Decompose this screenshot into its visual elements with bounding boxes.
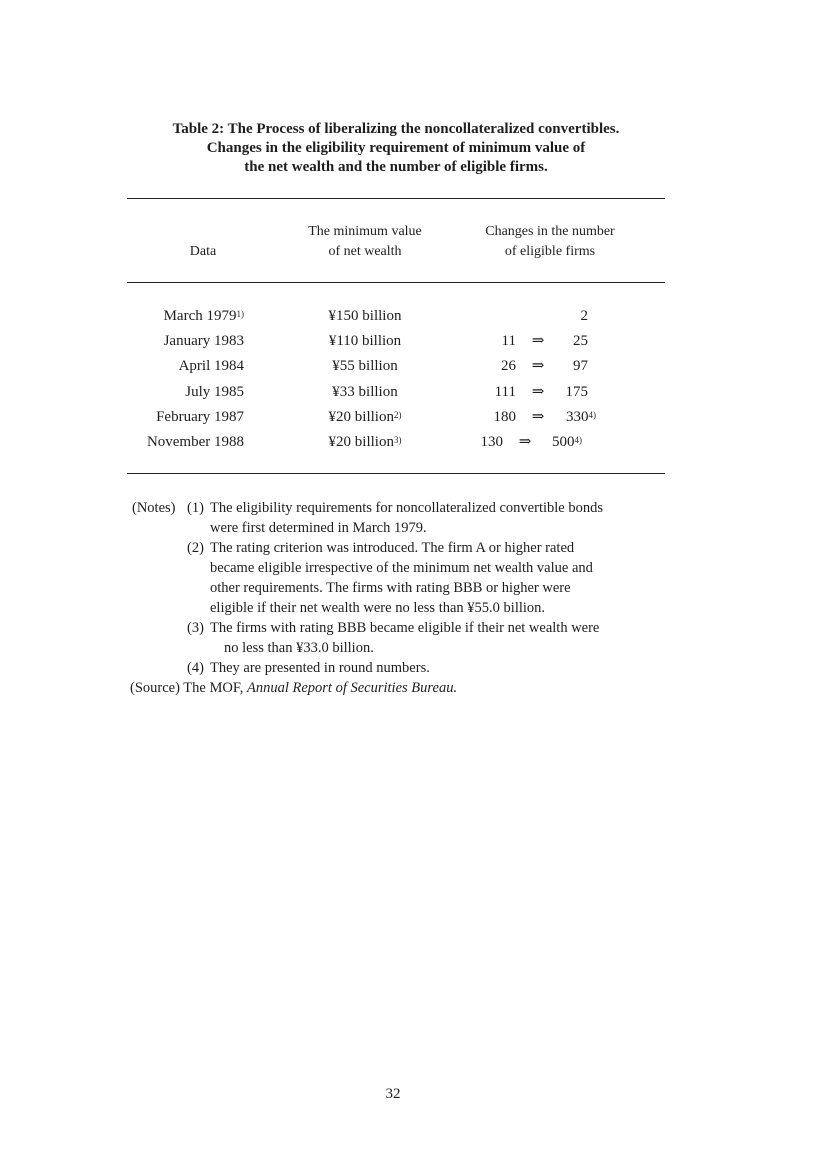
row-firms-to: 330$^{4)}$ [566, 409, 596, 425]
row-wealth: ¥20 billion$^{2)}$ [328, 409, 402, 425]
table-top-rule [127, 198, 665, 199]
arrow-icon: ⇒ [531, 333, 545, 349]
row-firms-from: 111 [494, 384, 516, 400]
source-text: The MOF, [183, 680, 244, 696]
row-date: July 1985 [185, 384, 244, 400]
note-3-line-2: no less than ¥33.0 billion. [224, 640, 374, 656]
row-date: November 1988 [146, 434, 244, 450]
row-firms-from: 130 [480, 434, 503, 450]
note-2-line-3: other requirements. The firms with rating BBB or higher were [210, 580, 571, 596]
row-wealth: ¥20 billion$^{3)}$ [328, 434, 402, 450]
footnote-marker: 1) [236, 309, 244, 319]
arrow-icon: ⇒ [518, 434, 532, 450]
row-firms-to: 2 [580, 308, 588, 324]
source-publication: Annual Report of Securities Bureau. [246, 680, 458, 696]
row-wealth: ¥33 billion [332, 384, 398, 400]
arrow-icon: ⇒ [531, 358, 545, 374]
header-firms [460, 222, 640, 262]
note-2-line-4: eligible if their net wealth were no less than ¥55.0 billion. [210, 600, 546, 616]
note-3-marker: (3) [187, 620, 204, 636]
note-1-marker: (1) [187, 500, 204, 516]
row-date: April 1984 [178, 358, 244, 374]
row-wealth: ¥55 billion [332, 358, 398, 374]
row-firms-to: 175 [565, 384, 588, 400]
row-wealth: ¥150 billion [328, 308, 402, 324]
row-wealth: ¥110 billion [328, 333, 402, 349]
note-2-line-1: The rating criterion was introduced. The firm A or higher rated [210, 540, 575, 556]
header-date: Data [189, 244, 217, 259]
arrow-icon: ⇒ [531, 409, 545, 425]
row-firms-from: 180 [493, 409, 516, 425]
row-firms-from: 11 [501, 333, 516, 349]
header-firms-line-1: Changes in the number [485, 224, 615, 239]
arrow-icon: ⇒ [531, 384, 545, 400]
header-firms-line-2: of eligible firms [504, 244, 596, 259]
table-header-rule [127, 282, 665, 283]
source-line [130, 678, 457, 698]
notes-label: (Notes) [132, 500, 176, 516]
row-firms-to: 25 [573, 333, 588, 349]
table-title-line-2: Changes in the eligibility requirement of minimum value of [206, 140, 586, 156]
row-date: January 1983 [163, 333, 244, 349]
source-label: (Source) [130, 680, 180, 696]
note-1-line-1: The eligibility requirements for noncollateralized convertible bonds [210, 500, 603, 516]
header-wealth-line-2: of net wealth [328, 244, 402, 259]
header-wealth-line-1: The minimum value [308, 224, 422, 239]
row-date: February 1987 [156, 409, 244, 425]
page-number: 32 [385, 1086, 401, 1102]
note-4-line-1: They are presented in round numbers. [210, 660, 430, 676]
note-2-marker: (2) [187, 540, 204, 556]
table-title-line-1: Table 2: The Process of liberalizing the noncollateralized convertibles. [172, 121, 620, 137]
header-wealth [285, 222, 445, 262]
table-title [127, 120, 665, 177]
row-firms-to: 500$^{4)}$ [552, 434, 582, 450]
note-3-line-1: The firms with rating BBB became eligible if their net wealth were [210, 620, 600, 636]
note-1-line-2: were first determined in March 1979. [210, 520, 427, 536]
note-2-line-2: became eligible irrespective of the minimum net wealth value and [210, 560, 593, 576]
row-firms-to: 97 [573, 358, 588, 374]
note-4-marker: (4) [187, 660, 204, 676]
table-bottom-rule [127, 473, 665, 474]
row-date: March 1979$^{1)}$ [163, 308, 244, 324]
table-title-line-3: the net wealth and the number of eligible firms. [244, 159, 548, 175]
row-firms-from: 26 [501, 358, 516, 374]
